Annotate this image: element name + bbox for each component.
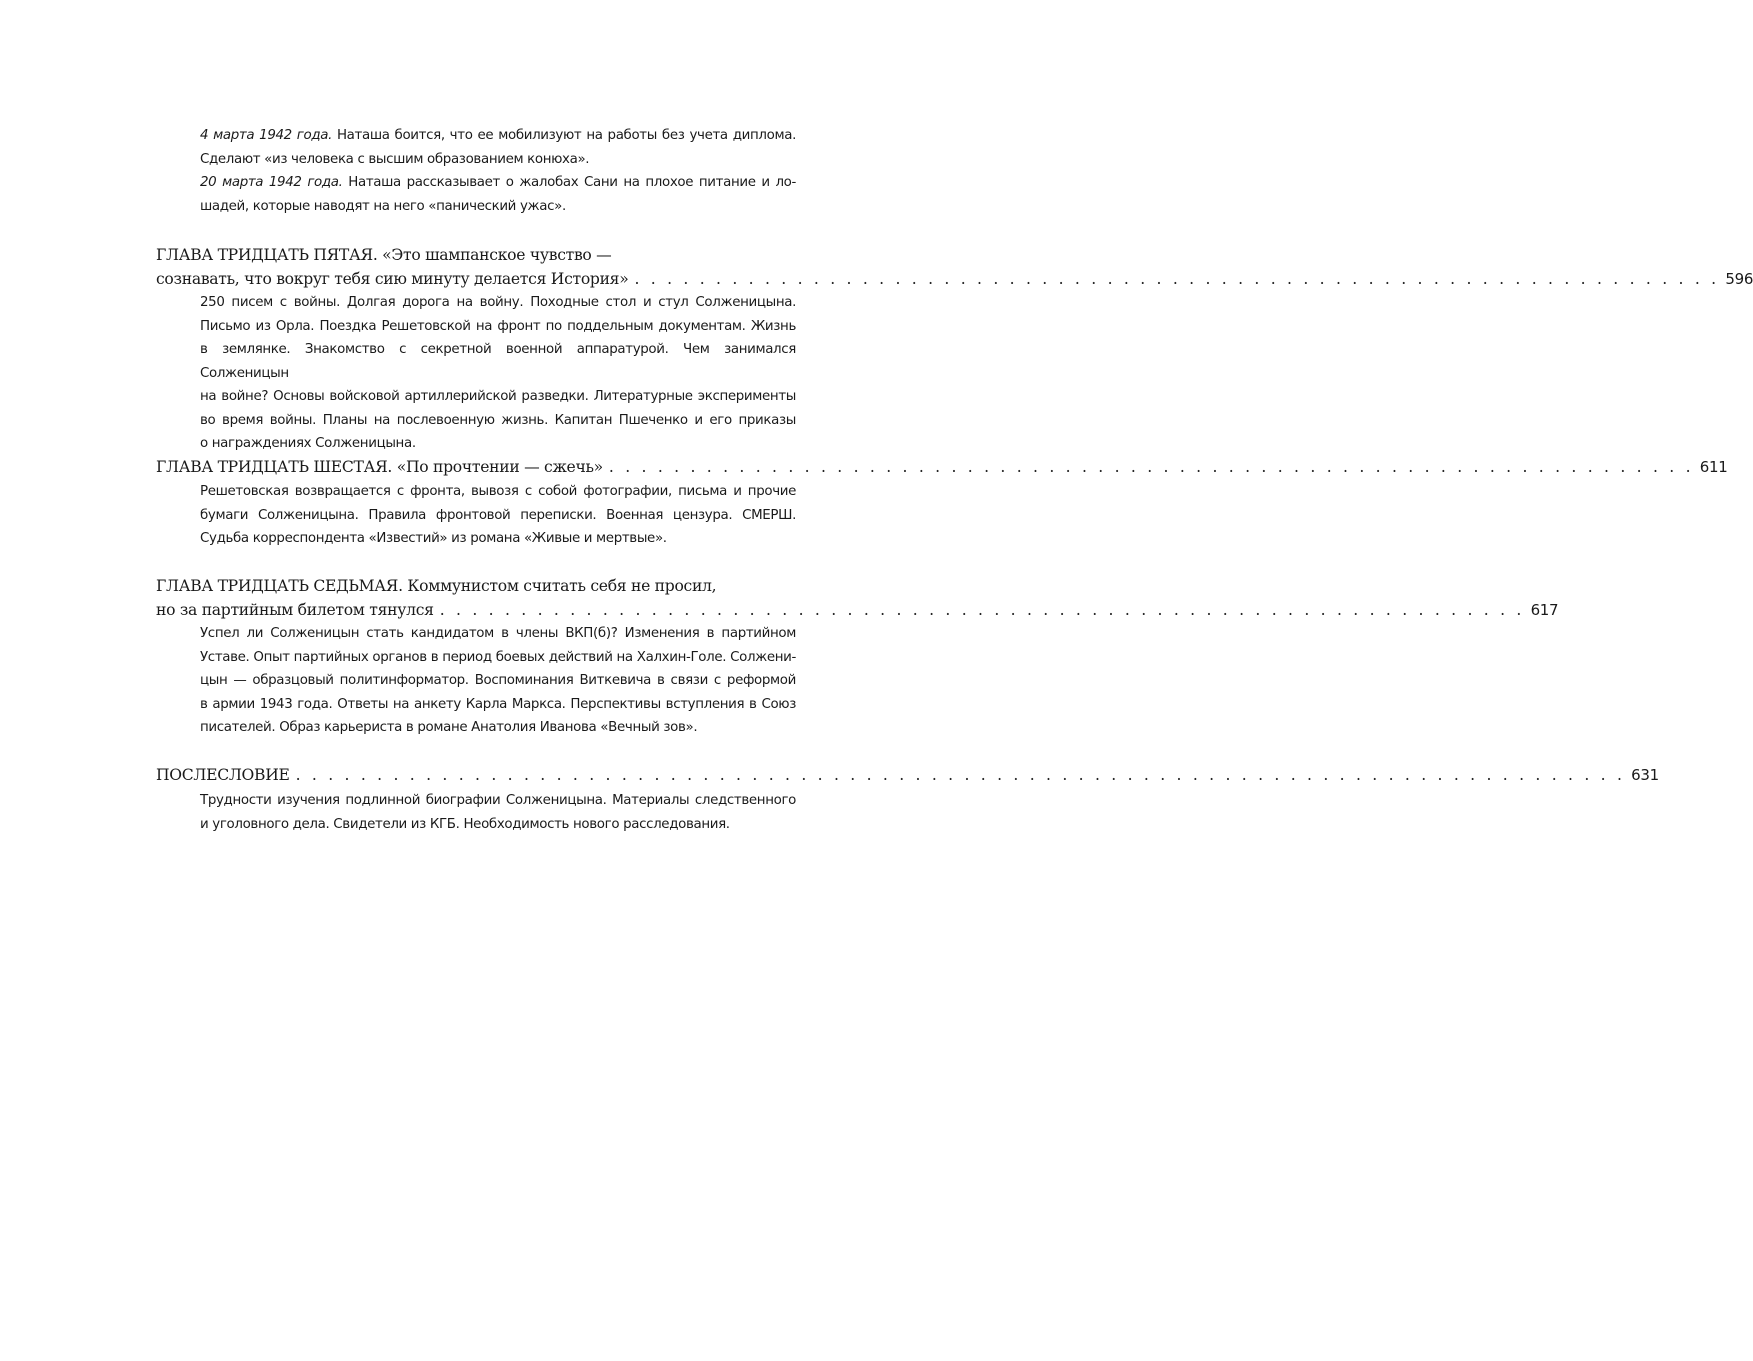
description-line: Трудности изучения подлинной биографии Солженицына. Материалы следственного	[200, 793, 796, 808]
entry-date: 4 марта 1942 года.	[200, 128, 332, 143]
chapter-heading-afterword[interactable]	[156, 764, 1659, 788]
chapter-description	[200, 789, 796, 836]
description-line: о награждениях Солженицына.	[200, 436, 416, 451]
leader-dots: . . . . . . . . . . . . . . . . . . . . . . . . . . . . . . . . . . . . . . . . . . . . . . . . . . . . . . . . . . . . . . . . . . . . . . . . . . . . . . . . . .	[295, 766, 1626, 784]
page-number: 596	[1725, 269, 1753, 288]
chapter-title: но за партийным билетом тянулся	[156, 600, 434, 619]
chapter-title: ПОСЛЕСЛОВИЕ	[156, 766, 290, 784]
chapter-title-line	[156, 575, 836, 599]
chapter-title: ГЛАВА ТРИДЦАТЬ ШЕСТАЯ. «По прочтении — сжечь»	[156, 458, 603, 476]
leader-dots: . . . . . . . . . . . . . . . . . . . . . . . . . . . . . . . . . . . . . . . . . . . . . . . . . . . . . . . . . . . . . . . . . . .	[634, 269, 1720, 288]
entry-text: Наташа рассказывает о жалобах Сани на плохое питание и ло-	[348, 175, 796, 190]
chapter-title-line	[156, 268, 1753, 292]
description-line: цын — образцовый политинформатор. Воспоминания Виткевича в связи с реформой	[200, 673, 796, 688]
description-line: во время войны. Планы на послевоенную жизнь. Капитан Пшеченко и его приказы	[200, 412, 796, 428]
chapter-title-line	[156, 456, 1728, 480]
intro-entry-line: шадей, которые наводят на него «панический ужас».	[200, 198, 566, 214]
intro-entry-line: Сделают «из человека с высшим образованием конюха».	[200, 151, 590, 167]
chapter-description	[200, 622, 796, 740]
chapter-heading-36[interactable]	[156, 456, 1728, 480]
intro-entry-line	[200, 124, 796, 148]
page-number: 631	[1631, 766, 1659, 784]
intro-entries	[200, 124, 796, 218]
chapter-heading-35[interactable]	[156, 244, 1753, 291]
chapter-title: ГЛАВА ТРИДЦАТЬ СЕДЬМАЯ. Коммунистом считать себя не просил,	[156, 577, 717, 595]
chapter-heading-37[interactable]	[156, 575, 1559, 622]
intro-entry-line	[200, 171, 796, 195]
leader-dots: . . . . . . . . . . . . . . . . . . . . . . . . . . . . . . . . . . . . . . . . . . . . . . . . . . . . . . . . . . . . . . . . . . .	[439, 600, 1525, 619]
chapter-title-line	[156, 244, 836, 268]
chapter-title: сознавать, что вокруг тебя сию минуту делается История»	[156, 269, 629, 288]
description-line: Уставе. Опыт партийных органов в период боевых действий на Халхин-Голе. Солжени-	[200, 649, 796, 665]
description-line: и уголовного дела. Свидетели из КГБ. Необходимость нового расследования.	[200, 816, 730, 832]
page-number: 617	[1530, 600, 1559, 619]
description-line: Успел ли Солженицын стать кандидатом в члены ВКП(б)? Изменения в партийном	[200, 626, 796, 641]
description-line: Решетовская возвращается с фронта, вывозя с собой фотографии, письма и прочие	[200, 484, 796, 499]
description-line: бумаги Солженицына. Правила фронтовой переписки. Военная цензура. СМЕРШ.	[200, 507, 796, 523]
description-line: на войне? Основы войсковой артиллерийской разведки. Литературные эксперименты	[200, 389, 796, 404]
description-line: Судьба корреспондента «Известий» из романа «Живые и мертвые».	[200, 531, 667, 546]
page-number: 611	[1699, 458, 1728, 476]
description-line: писателей. Образ карьериста в романе Анатолия Иванова «Вечный зов».	[200, 720, 698, 735]
description-line: в армии 1943 года. Ответы на анкету Карла Маркса. Перспективы вступления в Союз	[200, 696, 796, 712]
entry-date: 20 марта 1942 года.	[200, 175, 343, 190]
chapter-title-line	[156, 599, 1559, 623]
entry-text: Наташа боится, что ее мобилизуют на работы без учета диплома.	[336, 128, 796, 143]
chapter-description	[200, 291, 796, 456]
leader-dots: . . . . . . . . . . . . . . . . . . . . . . . . . . . . . . . . . . . . . . . . . . . . . . . . . . . . . . . . . . . . . . . . . . .	[608, 458, 1694, 476]
description-line: Письмо из Орла. Поездка Решетовской на фронт по поддельным документам. Жизнь	[200, 318, 796, 334]
chapter-title: ГЛАВА ТРИДЦАТЬ ПЯТАЯ. «Это шампанское чувство —	[156, 246, 612, 264]
chapter-title-line	[156, 764, 1659, 788]
description-line: 250 писем с войны. Долгая дорога на войну. Походные стол и стул Солженицына.	[200, 295, 796, 310]
chapter-description	[200, 480, 796, 551]
description-line: в землянке. Знакомство с секретной военной аппаратурой. Чем занимался Солженицын	[200, 342, 796, 381]
